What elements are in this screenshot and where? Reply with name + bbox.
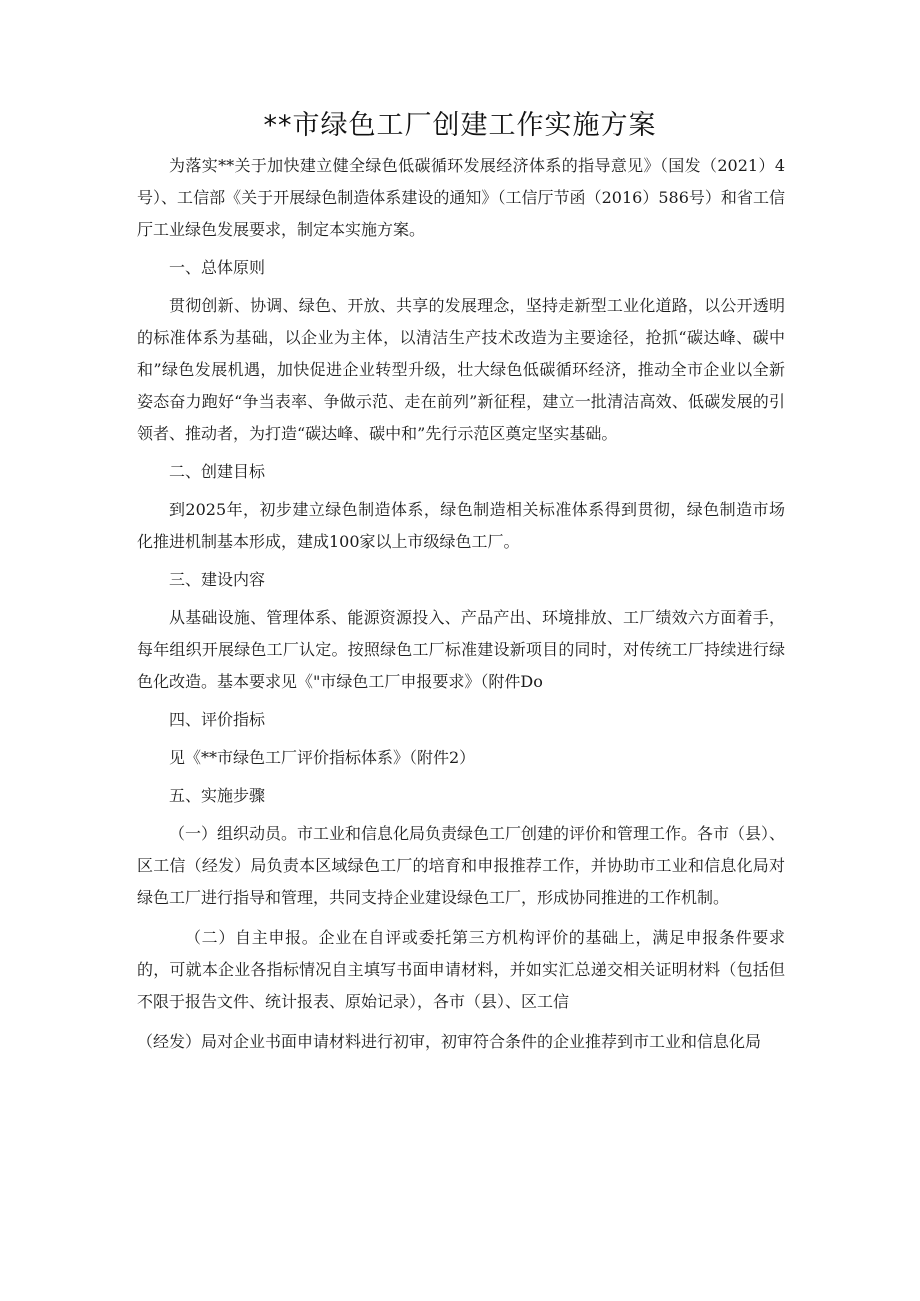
goals-paragraph: 到2025年，初步建立绿色制造体系，绿色制造相关标准体系得到贯彻，绿色制造市场化推进机制基本形成，建成100家以上市级绿色工厂。 xyxy=(137,500,785,551)
intro-paragraph: 为落实**关于加快建立健全绿色低碳循环发展经济体系的指导意见》（国发（2021）4号）、工信部《关于开展绿色制造体系建设的通知》（工信厅节函（2016）586号）和省工信厅工业绿色发展要求，制定本实施方案。 xyxy=(137,156,785,239)
principles-paragraph: 贯彻创新、协调、绿色、开放、共享的发展理念，坚持走新型工业化道路，以公开透明的标准体系为基础，以企业为主体，以清洁生产技术改造为主要途径，抢抓“碳达峰、碳中和”绿色发展机遇，加快促进企业转型升级，壮大绿色低碳循环经济，推动全市企业以全新姿态奋力跑好“争当表率、争做示范、走在前列”新征程，建立一批清洁高效、低碳发展的引领者、推动者，为打造“碳达峰、碳中和”先行示范区奠定坚实基础。 xyxy=(137,296,785,443)
section-heading-principles: 一、总体原则 xyxy=(169,258,266,277)
document-title: **市绿色工厂创建工作实施方案 xyxy=(263,110,657,141)
document-body xyxy=(137,150,785,1058)
content-paragraph: 从基础设施、管理体系、能源资源投入、产品产出、环境排放、工厂绩效六方面着手，每年组织开展绿色工厂认定。按照绿色工厂标准建设新项目的同时，对传统工厂持续进行绿色化改造。基本要求见《"市绿色工厂申报要求》（附件Do xyxy=(137,608,785,691)
step-organize-paragraph: （一）组织动员。市工业和信息化局负责绿色工厂创建的评价和管理工作。各市（县）、区工信（经发）局负责本区域绿色工厂的培育和申报推荐工作，并协助市工业和信息化局对绿色工厂进行指导和管理，共同支持企业建设绿色工厂，形成协同推进的工作机制。 xyxy=(137,824,786,907)
step-apply-paragraph: （二）自主申报。企业在自评或委托第三方机构评价的基础上，满足申报条件要求的，可就本企业各指标情况自主填写书面申请材料，并如实汇总递交相关证明材料（包括但不限于报告文件、统计报表、原始记录），各市（县）、区工信 xyxy=(137,928,785,1011)
section-heading-steps: 五、实施步骤 xyxy=(169,786,266,805)
section-heading-indicators: 四、评价指标 xyxy=(169,710,266,729)
section-heading-content: 三、建设内容 xyxy=(169,570,266,589)
section-heading-goals: 二、创建目标 xyxy=(169,462,266,481)
step-review-paragraph: （经发）局对企业书面申请材料进行初审，初审符合条件的企业推荐到市工业和信息化局 xyxy=(137,1032,762,1051)
indicators-paragraph: 见《**市绿色工厂评价指标体系》（附件2） xyxy=(169,748,476,767)
